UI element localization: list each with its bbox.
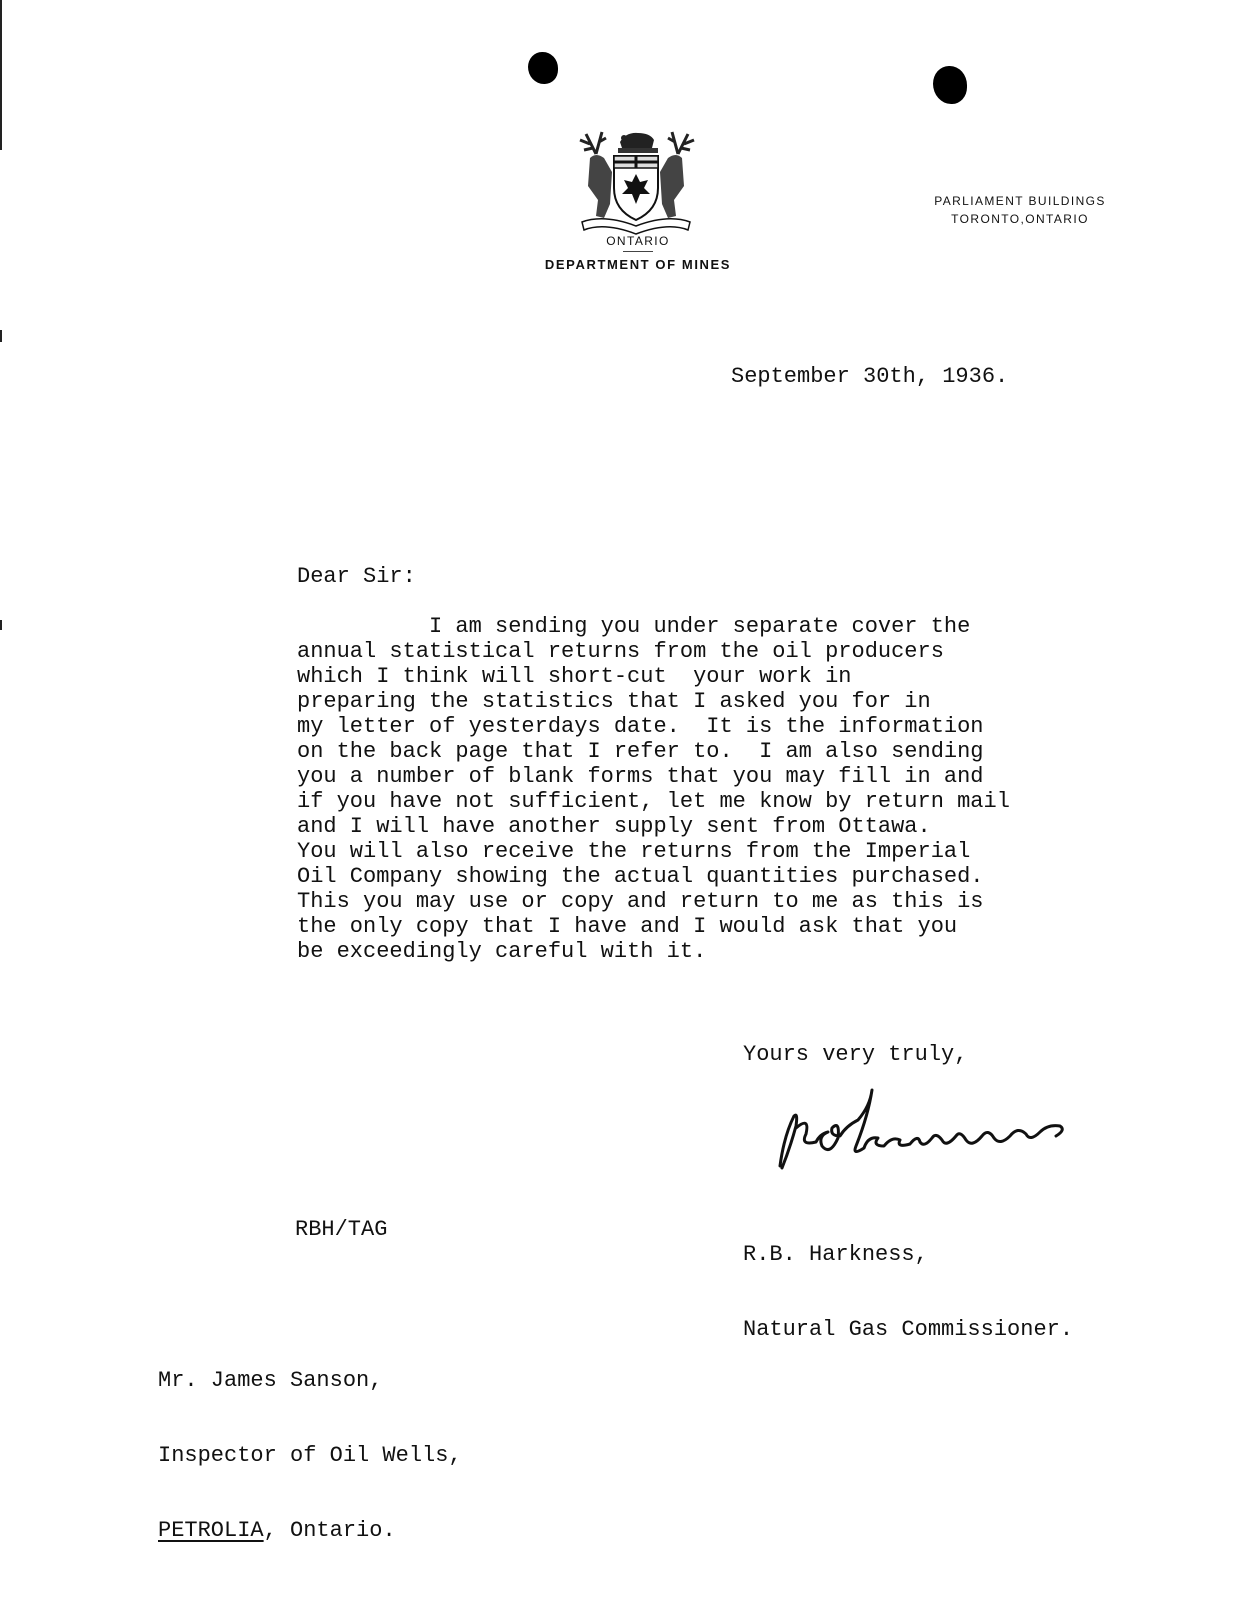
letterhead-address-line-2: TORONTO,ONTARIO <box>951 212 1089 226</box>
letter-body-line: which I think will short-cut your work in <box>297 664 852 689</box>
recipient-location <box>158 1518 462 1543</box>
letter-body-line: if you have not sufficient, let me know by return mail <box>297 789 1010 814</box>
recipient-province: , Ontario. <box>263 1518 396 1543</box>
punch-hole <box>528 52 558 84</box>
signer-title: Natural Gas Commissioner. <box>743 1317 1074 1342</box>
letter-body-line: I am sending you under separate cover the <box>297 614 971 639</box>
letter-body-line: and I will have another supply sent from Ottawa. <box>297 814 931 839</box>
letter-body-line: on the back page that I refer to. I am also sending <box>297 739 984 764</box>
letter-body-line: annual statistical returns from the oil producers <box>297 639 944 664</box>
typist-initials: RBH/TAG <box>295 1217 388 1242</box>
scan-edge-mark <box>0 330 2 342</box>
letter-body-line: preparing the statistics that I asked you for in <box>297 689 931 714</box>
letter-body <box>297 614 1010 964</box>
letterhead-address-line-1: PARLIAMENT BUILDINGS <box>934 194 1106 208</box>
letter-body-line: my letter of yesterdays date. It is the information <box>297 714 984 739</box>
scan-edge-mark <box>0 0 2 150</box>
letter-body-line: you a number of blank forms that you may fill in and <box>297 764 984 789</box>
letter-date: September 30th, 1936. <box>731 364 1009 389</box>
recipient-title: Inspector of Oil Wells, <box>158 1443 462 1468</box>
letter-body-line: the only copy that I have and I would ask that you <box>297 914 958 939</box>
letterhead-province: ONTARIO <box>606 234 670 248</box>
letter-body-line: This you may use or copy and return to me as this is <box>297 889 984 914</box>
handwritten-signature <box>760 1076 1110 1186</box>
signer-block <box>743 1192 1073 1367</box>
scan-edge-mark <box>0 620 2 630</box>
letter-body-line: Oil Company showing the actual quantities purchased. <box>297 864 984 889</box>
closing: Yours very truly, <box>743 1042 968 1067</box>
letter-body-line: be exceedingly careful with it. <box>297 939 707 964</box>
recipient-city: PETROLIA <box>158 1518 264 1543</box>
salutation: Dear Sir: <box>297 564 416 589</box>
punch-hole <box>933 66 967 104</box>
signer-name: R.B. Harkness, <box>743 1242 928 1267</box>
letter-body-line: You will also receive the returns from the Imperial <box>297 839 971 864</box>
recipient-name: Mr. James Sanson, <box>158 1368 383 1393</box>
letterhead-department: DEPARTMENT OF MINES <box>544 257 732 272</box>
letterhead-divider <box>623 251 653 252</box>
recipient-address <box>158 1318 462 1568</box>
ontario-coat-of-arms <box>574 124 698 236</box>
